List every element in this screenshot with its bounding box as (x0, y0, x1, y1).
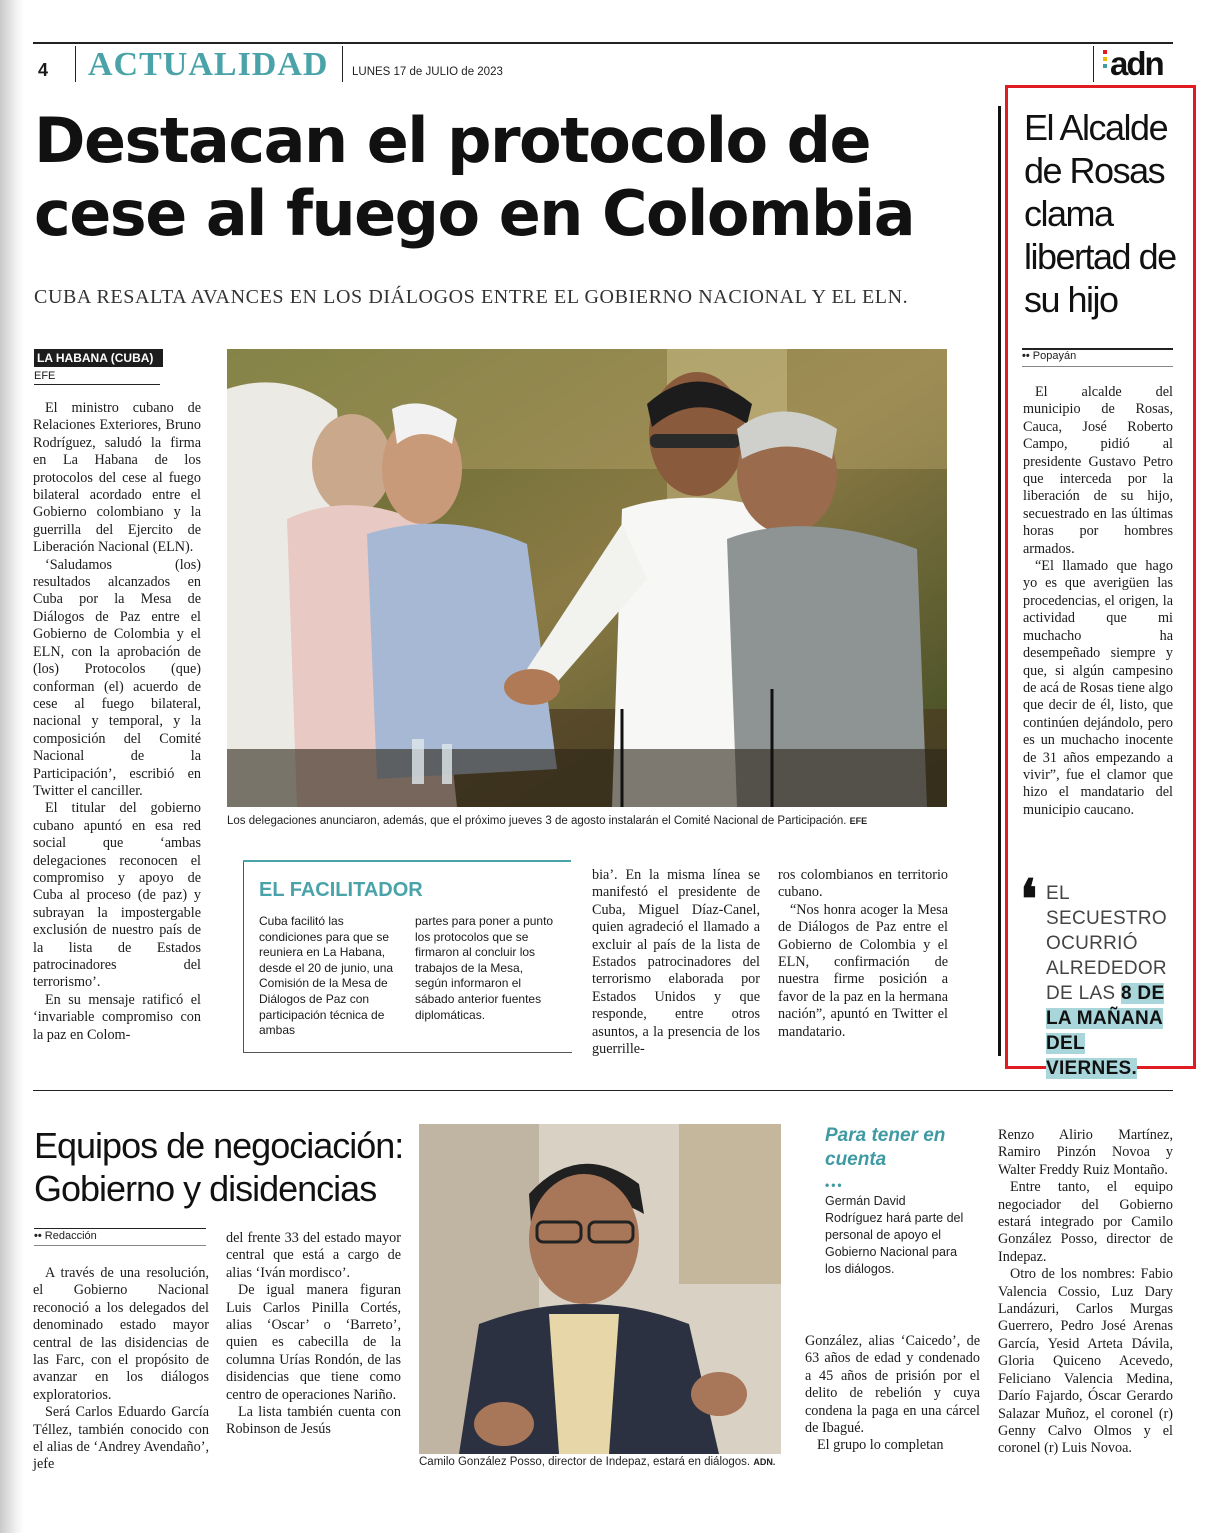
second-article-col3 (805, 1333, 980, 1455)
main-subhead: CUBA RESALTA AVANCES EN LOS DIÁLOGOS ENTRE EL GOBIERNO NACIONAL Y EL ELN. (34, 286, 909, 308)
paragraph: ‘Saludamos (los) resultados alcanzados en Cuba por la Mesa de Diálogos de Paz entre el Gobierno de Colombia y el ELN, con la aprobación de (los) Protocolos (que) conforman (el) acuerdo de cese al fuego bilateral, nacional y temporal, y la composición del Comité Nacional de la Participación’, escribió en Twitter el canciller. (33, 556, 201, 799)
pull-quote-highlight: 8 DE (1120, 983, 1165, 1004)
main-article-col4 (778, 867, 948, 1041)
paragraph: Será Carlos Eduardo García Téllez, también conocido con el alias de ‘Andrey Avendaño’, jefe (33, 1404, 209, 1473)
main-article-col1 (33, 400, 201, 1044)
dateline-rule (34, 384, 160, 385)
paragraph: En su mensaje ratificó el ‘invariable compromiso con la paz en Colom- (33, 991, 201, 1043)
second-headline: Equipos de negociación: Gobierno y disidencias (34, 1125, 404, 1209)
sidebar-body (1023, 384, 1173, 819)
sidebar-pull-quote (1046, 881, 1191, 1081)
header-divider (75, 46, 76, 82)
photo-credit: EFE (849, 816, 868, 826)
paragraph: ros colombianos en territorio cubano. (778, 867, 948, 901)
portrait-illustration (419, 1124, 781, 1454)
dateline-location: LA HABANA (CUBA) (34, 349, 163, 367)
main-headline: Destacan el protocolo de cese al fuego en Colombia (34, 104, 915, 250)
portrait-caption (419, 1456, 781, 1468)
facilitador-title: EL FACILITADOR (259, 879, 423, 901)
paragraph: del frente 33 del estado mayor central que está a cargo de alias ‘Iván mordisco’. (226, 1230, 401, 1281)
facilitador-text-left: Cuba facilitó las condiciones para que se reuniera en La Habana, desde el 20 de junio, una Comisión de la Mesa de Diálogos de Paz con participación técnica de ambas (259, 914, 394, 1038)
byline-text: Redacción (44, 1230, 97, 1242)
header-divider (1093, 46, 1094, 82)
quote-mark-icon: ❛ (1020, 867, 1038, 931)
info-box-title: Para tener en cuenta (825, 1125, 946, 1170)
sidebar-byline (1022, 350, 1076, 362)
page-gutter-shadow (0, 0, 24, 1533)
paragraph: A través de una resolución, el Gobierno Nacional reconoció a los delegados del denominado estado mayor central de las disidencias de las Farc, con el propósito de avanzar en los diálogos exploratorios. (33, 1265, 209, 1403)
paragraph: El titular del gobierno cubano apuntó en esa red social que ‘ambas delegaciones reconocen el compromiso y apoyo de Cuba al proceso (de paz) y subrayan la impostergable exclusión de nuestro país de la lista de Estados patrocinadores del terrorismo’. (33, 800, 201, 991)
logo-dot-red (1103, 50, 1107, 54)
main-photo (227, 349, 947, 807)
paragraph: Renzo Alirio Martínez, Ramiro Pinzón Novoa y Walter Freddy Ruiz Montaño. (998, 1127, 1173, 1178)
main-photo-caption (227, 815, 947, 827)
agency-credit: EFE (34, 370, 56, 382)
byline-rule-thin (34, 1245, 206, 1246)
header-divider (342, 46, 343, 82)
paragraph: González, alias ‘Caicedo’, de 63 años de edad y condenado a 45 años de prisión por el delito de rebelión y cuya condena la paga en una cárcel de Ibagué. (805, 1333, 980, 1437)
byline-dots: •• (1022, 350, 1030, 362)
facilitador-accent-bar (243, 860, 571, 862)
page-number: 4 (38, 60, 49, 80)
second-article-col1 (33, 1265, 209, 1474)
info-box-dots: ••• (825, 1178, 844, 1192)
paragraph: El ministro cubano de Relaciones Exteriores, Bruno Rodríguez, saludó la firma en La Habana de los protocolos del cese al fuego bilateral acordado entre el Gobierno colombiano y la guerrilla del Ejercito de Liberación Nacional (ELN). (33, 400, 201, 556)
photo-credit: ADN. (753, 1457, 776, 1467)
pull-quote-highlight: VIERNES. (1046, 1058, 1138, 1079)
facilitador-text-right: partes para poner a punto los protocolos que se firmaron al concluir los trabajos de la Mesa, según informaron el sábado anterior fuentes diplomáticas. (415, 914, 554, 1022)
paragraph: De igual manera figuran Luis Carlos Pinilla Cortés, alias ‘Oscar’ o ‘Barreto’, quien es cabecilla de la columna Urías Rondón, de las disidencias que tiene como centro de operaciones Nariño. (226, 1282, 401, 1403)
paragraph: “Nos honra acoger la Mesa de Diálogos de Paz entre el Gobierno de Colombia y el ELN, confirmación de nuestra firme posición a favor de la paz en la hermana nación”, apuntó en Twitter el mandatario. (778, 901, 948, 1040)
header-rule (33, 42, 1173, 44)
paragraph: La lista también cuenta con Robinson de Jesús (226, 1404, 401, 1438)
issue-date: LUNES 17 de JULIO de 2023 (352, 66, 503, 78)
paragraph: Entre tanto, el equipo negociador del Gobierno estará integrado por Camilo González Posso, director de Indepaz. (998, 1179, 1173, 1265)
logo-dot-teal (1103, 64, 1107, 68)
byline-text: Popayán (1032, 350, 1077, 362)
caption-text: Camilo González Posso, director de Indepaz, estará en diálogos. (419, 1456, 751, 1468)
sidebar-vertical-rule (998, 106, 1001, 1056)
main-article-col3 (592, 867, 760, 1058)
logo-dot-yellow (1103, 57, 1107, 61)
caption-text: Los delegaciones anunciaron, además, que el próximo jueves 3 de agosto instalarán el Comité Nacional de Participación. (227, 815, 847, 827)
sidebar-rule-thin (1022, 366, 1173, 367)
handshake-photo-illustration (227, 349, 947, 807)
pull-quote-text: EL SECUESTRO OCURRIÓ ALREDEDOR DE LAS (1046, 883, 1167, 1004)
byline-rule (34, 1228, 206, 1229)
paragraph: El alcalde del municipio de Rosas, Cauca, José Roberto Campo, pidió al presidente Gustavo Petro que interceda por la liberación de su hijo, secuestrado en las últimas horas por hombres armados. (1023, 384, 1173, 557)
second-byline (34, 1230, 97, 1242)
second-article-col2 (226, 1230, 401, 1439)
portrait-photo (419, 1124, 781, 1454)
second-article-col4 (998, 1127, 1173, 1458)
pull-quote-highlight: LA MAÑANA (1046, 1008, 1164, 1029)
pull-quote-highlight: DEL (1046, 1033, 1085, 1054)
paragraph: bia’. En la misma línea se manifestó el presidente de Cuba, Miguel Díaz-Canel, quien agradeció el llamado a excluir al país de la lista de Estados patrocinadores del terrorismo elaborada por Estados Unidos y que responde, entre otros asuntos, a la presencia de los guerrille- (592, 867, 760, 1058)
paragraph: El grupo lo completan (817, 1437, 944, 1454)
paragraph: “El llamado que hago yo es que averigüen las procedencias, el origen, la actividad que mi muchacho ha desempeñado siempre y que, si algún campesino de acá de Rosas tiene algo que decir de él, listo, que continúen dejándolo, pero es un muchacho inocente de 31 años empezando a vivir”, fue el clamor que hizo el mandatario del municipio caucano. (1023, 558, 1173, 818)
adn-logo: adn (1110, 45, 1163, 82)
section-title: ACTUALIDAD (88, 46, 329, 83)
sidebar-headline: El Alcalde de Rosas clama libertad de su hijo (1024, 107, 1176, 320)
paragraph: Otro de los nombres: Fabio Valencia Cossio, Luz Dary Landázuri, Carlos Murgas Guerrero, Pedro José Arenas García, Yesid Arteta Dávila, Gloria Quiceno Acevedo, Feliciano Valencia Medina, Darío Fajardo, Óscar Gerardo Salazar Muñoz, el coronel (r) Genny Calvo Olmos y el coronel (r) Luis Novoa. (998, 1266, 1173, 1457)
info-box-body: Germán David Rodríguez hará parte del personal de apoyo el Gobierno Nacional para los diálogos. (825, 1194, 964, 1276)
byline-dots: •• (34, 1230, 42, 1242)
section-divider (33, 1090, 1173, 1091)
